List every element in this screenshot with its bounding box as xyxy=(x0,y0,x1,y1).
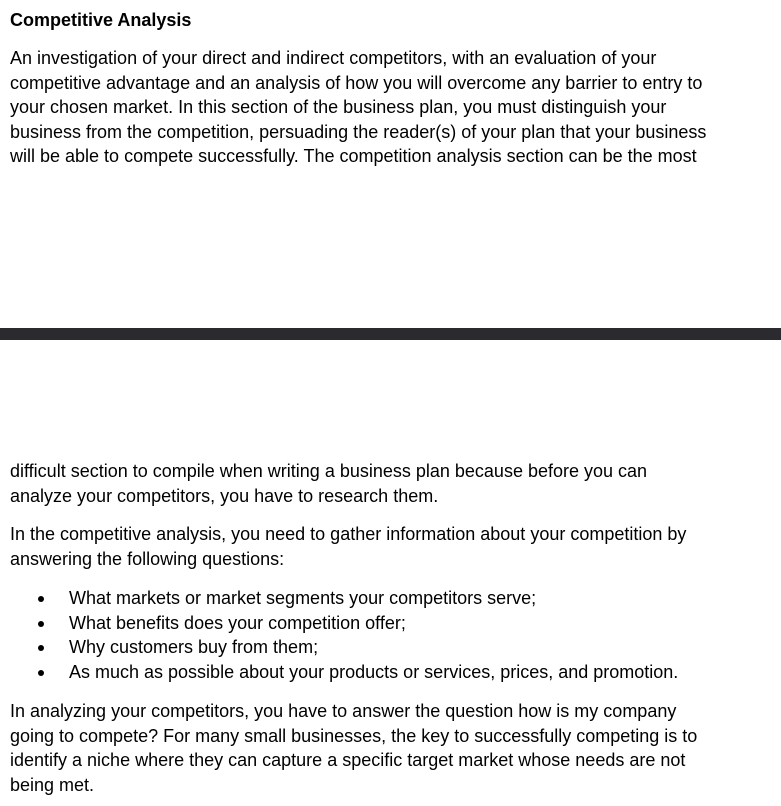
list-item-text: What benefits does your competition offer; xyxy=(69,612,406,633)
page-break-divider xyxy=(0,328,781,340)
text-line: analyze your competitors, you have to research them. xyxy=(10,485,439,506)
text-line: being met. xyxy=(10,774,95,795)
section-heading: Competitive Analysis xyxy=(10,10,192,30)
bullet-icon xyxy=(38,670,44,676)
text-line: your chosen market. In this section of the business plan, you must distinguish your xyxy=(10,97,667,117)
list-item xyxy=(10,635,678,660)
text-line: business from the competition, persuading the reader(s) of your plan that your business xyxy=(10,121,707,142)
bullet-icon xyxy=(38,645,44,651)
bullet-icon xyxy=(38,621,44,627)
text-line: answering the following questions: xyxy=(10,548,285,569)
continued-paragraph xyxy=(10,459,647,508)
closing-paragraph xyxy=(10,699,697,797)
list-item xyxy=(10,586,678,611)
text-line: difficult section to compile when writing a business plan because before you can xyxy=(10,461,648,481)
list-item xyxy=(10,611,678,636)
text-line: going to compete? For many small businesses, the key to successfully competing is to xyxy=(10,725,698,746)
text-line: An investigation of your direct and indirect competitors, with an evaluation of your xyxy=(10,48,657,68)
text-line: In the competitive analysis, you need to gather information about your competition by xyxy=(10,524,687,544)
questions-intro-paragraph xyxy=(10,522,686,571)
list-item-text: What markets or market segments your competitors serve; xyxy=(69,588,537,608)
text-line: identify a niche where they can capture a specific target market whose needs are not xyxy=(10,750,686,770)
list-item xyxy=(10,660,678,685)
bullet-icon xyxy=(38,596,44,602)
list-item-text: As much as possible about your products or services, prices, and promotion. xyxy=(69,661,679,682)
text-line: will be able to compete successfully. The competition analysis section can be the most xyxy=(10,146,697,166)
text-line: In analyzing your competitors, you have to answer the question how is my company xyxy=(10,701,677,721)
intro-paragraph xyxy=(10,46,706,169)
list-item-text: Why customers buy from them; xyxy=(69,637,319,658)
text-line: competitive advantage and an analysis of how you will overcome any barrier to entry to xyxy=(10,72,703,93)
questions-list xyxy=(10,586,678,684)
